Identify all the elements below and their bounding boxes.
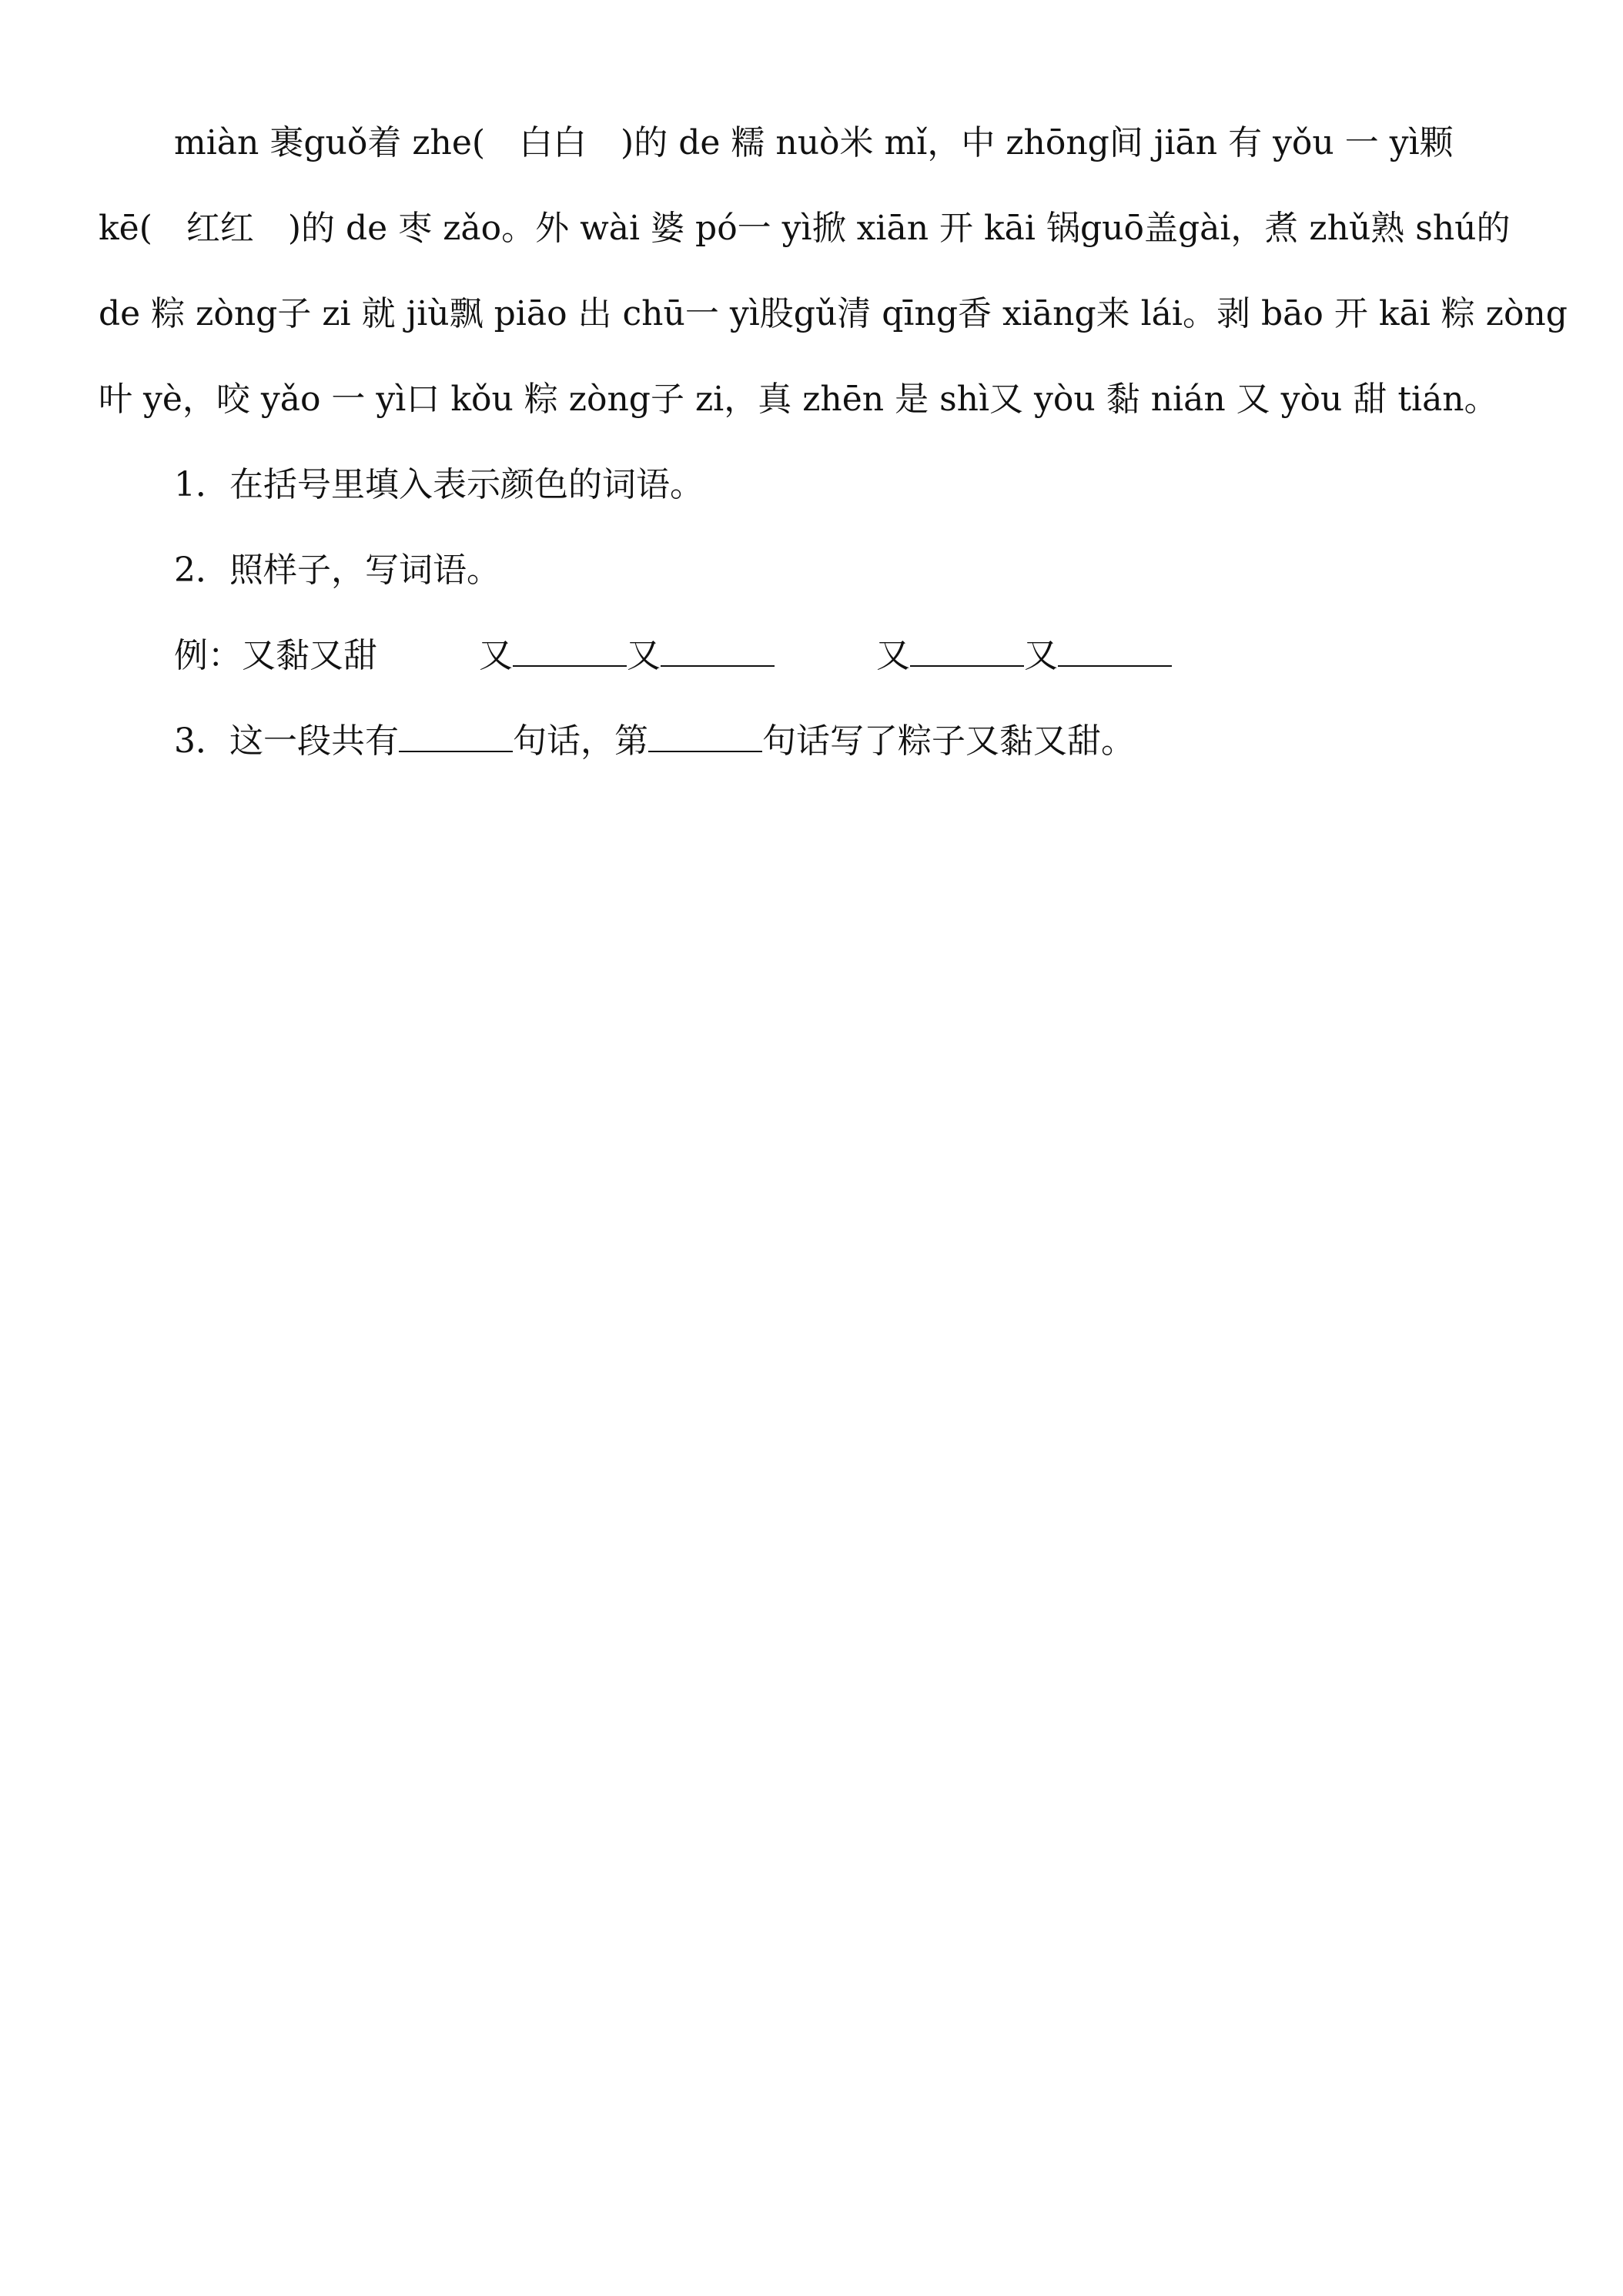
passage-line: 叶 yè，咬 yǎo 一 yì口 kǒu 粽 zòng子 zi，真 zhēn 是 shì又 yòu 黏 nián 又 yòu 甜 tián。 [99, 380, 1498, 419]
q3-prefix: 3．这一段共有 [174, 721, 399, 761]
question-2-example-row [174, 613, 1172, 698]
answer-blank[interactable] [399, 720, 513, 752]
answer-blank[interactable] [910, 634, 1024, 667]
answer-blank[interactable] [513, 634, 627, 667]
answer-blank[interactable] [648, 720, 762, 752]
q3-mid: 句话，第 [513, 721, 648, 761]
passage-line: kē( 红红 )的 de 枣 zǎo。外 wài 婆 pó一 yì掀 xiān 开 kāi 锅guō盖gài，煮 zhǔ熟 shú的 [99, 209, 1511, 248]
passage-line: de 粽 zòng子 zi 就 jiù飘 piāo 出 chū一 yì股gǔ清 qīng香 xiāng来 lái。剥 bāo 开 kāi 粽 zòng [99, 294, 1568, 333]
question-list [174, 442, 1172, 784]
question-2: 2．照样子，写词语。 [174, 551, 500, 590]
example-label: 例：又黏又甜 [174, 636, 377, 675]
question-3 [174, 698, 1172, 784]
answer-blank[interactable] [1058, 634, 1172, 667]
you-char: 又 [876, 636, 910, 675]
passage-line: miàn 裹guǒ着 zhe( 白白 )的 de 糯 nuò米 mǐ，中 zhōng间 jiān 有 yǒu 一 yì颗 [174, 123, 1454, 162]
answer-blank[interactable] [661, 634, 775, 667]
question-1: 1．在括号里填入表示颜色的词语。 [174, 465, 704, 504]
q3-suffix: 句话写了粽子又黏又甜。 [762, 721, 1135, 761]
reading-passage [99, 100, 1568, 442]
you-char: 又 [1024, 636, 1058, 675]
you-char: 又 [479, 636, 513, 675]
you-char: 又 [627, 636, 661, 675]
